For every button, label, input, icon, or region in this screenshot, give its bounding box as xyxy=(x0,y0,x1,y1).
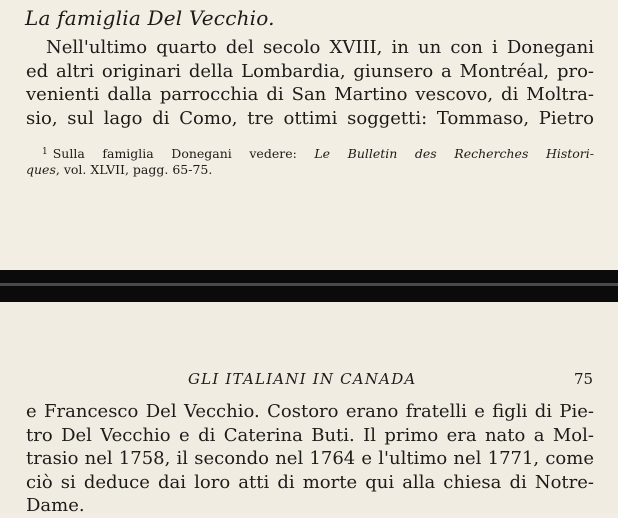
top-paragraph xyxy=(26,36,594,130)
paragraph-line: ciò si deduce dai loro atti di morte qui alla chiesa di Notre- xyxy=(26,471,594,493)
footnote xyxy=(26,144,594,178)
footnote-title-end: ques xyxy=(26,162,56,177)
paragraph-line: Dame. xyxy=(26,495,85,516)
footnote-line-1 xyxy=(26,144,594,162)
bottom-paragraph xyxy=(26,400,594,518)
footnote-citation: , vol. XLVII, pagg. 65-75. xyxy=(55,162,213,177)
paragraph-line: e Francesco Del Vecchio. Costoro erano fratelli e figli di Pie- xyxy=(26,401,594,422)
paragraph-line: sio, sul lago di Como, tre ottimi soggetti: Tommaso, Pietro xyxy=(26,107,594,129)
page-gap-band xyxy=(0,270,618,302)
section-heading: La famiglia Del Vecchio. xyxy=(25,6,275,30)
running-head: GLI ITALIANI IN CANADA xyxy=(188,370,417,388)
paragraph-line: venienti dalla parrocchia di San Martino vescovo, di Moltra- xyxy=(26,84,594,105)
page-number: 75 xyxy=(574,370,594,388)
paragraph-line: trasio nel 1758, il secondo nel 1764 e l'ultimo nel 1771, come xyxy=(26,448,594,469)
footnote-title: Le Bulletin des Recherches Histori- xyxy=(314,146,594,161)
footnote-text: Sulla famiglia Donegani vedere: xyxy=(52,146,315,161)
paragraph-line: tro Del Vecchio e di Caterina Buti. Il primo era nato a Mol- xyxy=(26,424,594,446)
footnote-marker: 1 xyxy=(42,147,48,157)
footnote-line-2 xyxy=(26,162,594,178)
paragraph-line: ed altri originari della Lombardia, giunsero a Montréal, pro- xyxy=(26,60,594,82)
page-gap-line xyxy=(0,283,618,286)
paragraph-line: Nell'ultimo quarto del secolo XVIII, in un con i Donegani xyxy=(46,37,594,58)
